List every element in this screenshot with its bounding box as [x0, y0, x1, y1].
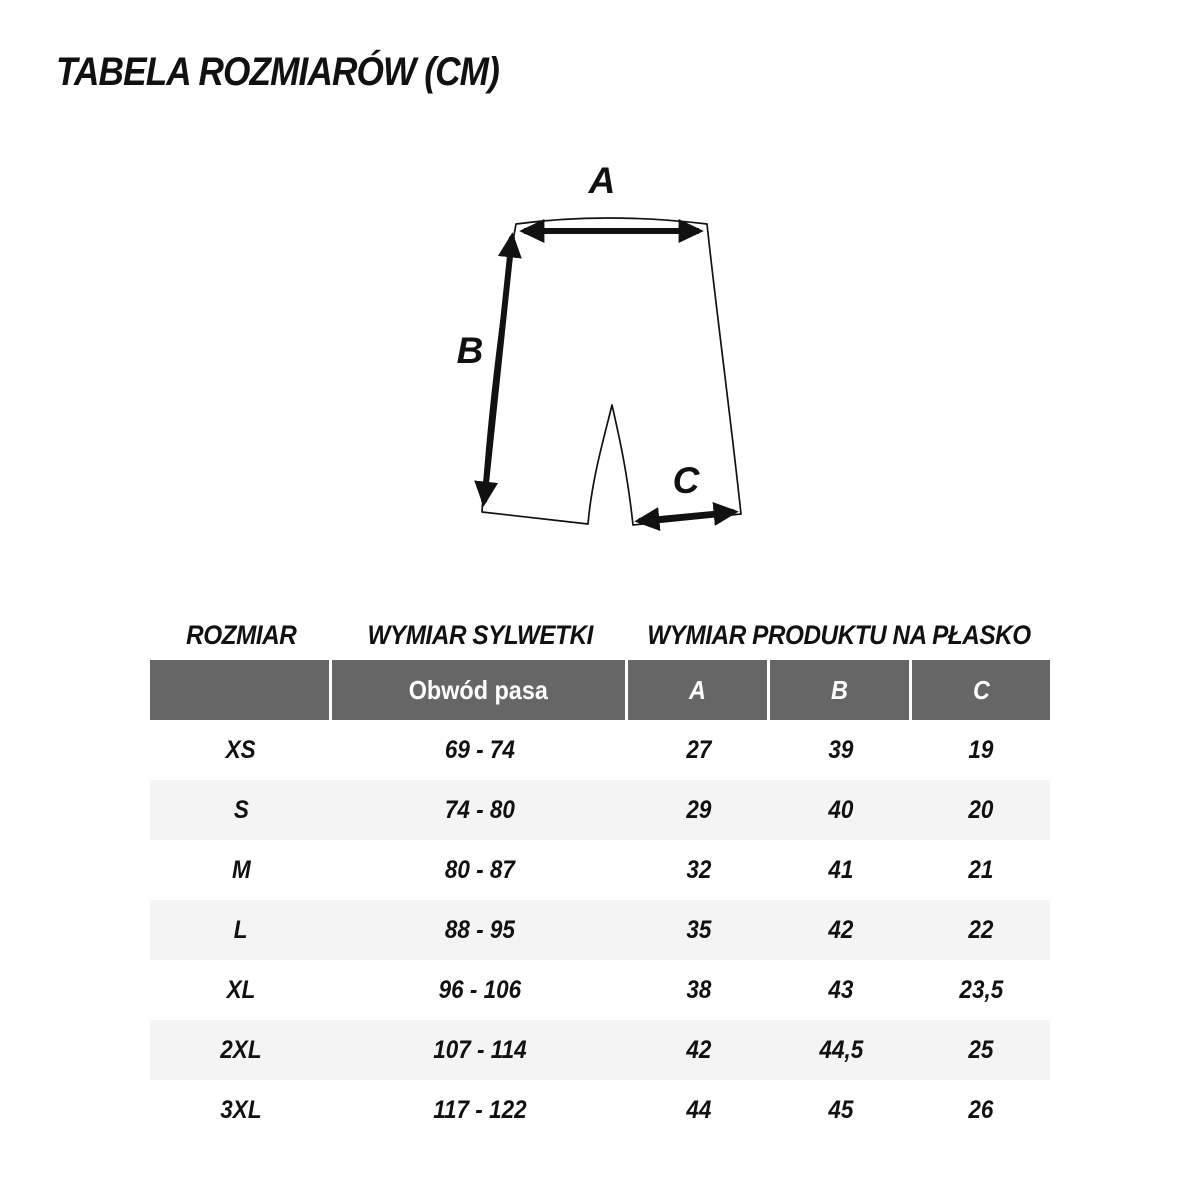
b-value: 44,5	[819, 1035, 863, 1064]
cell-b	[770, 720, 912, 780]
table-row	[150, 840, 1050, 900]
cell-a	[628, 720, 770, 780]
cell-a	[628, 840, 770, 900]
cell-c	[912, 960, 1050, 1020]
cell-a	[628, 1020, 770, 1080]
cell-size	[150, 1080, 332, 1140]
b-value: 39	[828, 735, 854, 764]
waist-value: 96 - 106	[438, 975, 522, 1004]
cell-c	[912, 1020, 1050, 1080]
header-cell-c-label: C	[972, 674, 990, 705]
cell-waist	[332, 780, 628, 840]
header-cell-waist	[332, 660, 628, 720]
b-value: 40	[828, 795, 854, 824]
waist-value: 117 - 122	[433, 1095, 527, 1124]
a-value: 44	[686, 1095, 712, 1124]
a-value: 32	[686, 855, 712, 884]
size-value: S	[233, 795, 249, 824]
shorts-diagram	[440, 140, 780, 570]
size-value: L	[234, 915, 248, 944]
group-header-product-label: WYMIAR PRODUKTU NA PŁASKO	[647, 620, 1031, 650]
b-value: 41	[828, 855, 854, 884]
table-row	[150, 900, 1050, 960]
cell-a	[628, 1080, 770, 1140]
cell-waist	[332, 720, 628, 780]
cell-a	[628, 960, 770, 1020]
shorts-outline	[482, 218, 741, 525]
size-value: M	[231, 855, 251, 884]
page-title	[56, 50, 559, 95]
cell-b	[770, 840, 912, 900]
cell-b	[770, 1080, 912, 1140]
a-value: 38	[686, 975, 712, 1004]
header-cell-b	[770, 660, 912, 720]
cell-size	[150, 780, 332, 840]
cell-waist	[332, 1020, 628, 1080]
diagram-label-c: C	[672, 460, 700, 501]
cell-b	[770, 900, 912, 960]
cell-waist	[332, 960, 628, 1020]
table-header-row	[150, 660, 1050, 720]
cell-c	[912, 900, 1050, 960]
c-value: 20	[968, 795, 994, 824]
size-value: XS	[225, 735, 257, 764]
cell-size	[150, 720, 332, 780]
cell-size	[150, 960, 332, 1020]
table-row	[150, 960, 1050, 1020]
group-header-body-label: WYMIAR SYLWETKI	[367, 620, 593, 650]
diagram-label-b: B	[456, 330, 484, 371]
size-value: XL	[226, 975, 256, 1004]
c-value: 22	[968, 915, 994, 944]
header-cell-a-label: A	[689, 674, 706, 705]
cell-size	[150, 900, 332, 960]
c-value: 19	[968, 735, 994, 764]
group-header-body	[332, 608, 628, 660]
c-value: 23,5	[959, 975, 1003, 1004]
diagram-label-a: A	[588, 160, 616, 201]
waist-value: 69 - 74	[444, 735, 516, 764]
group-header-size	[150, 608, 332, 660]
cell-c	[912, 780, 1050, 840]
cell-b	[770, 780, 912, 840]
group-header-product	[628, 608, 1050, 660]
cell-c	[912, 720, 1050, 780]
cell-b	[770, 1020, 912, 1080]
a-value: 42	[686, 1035, 712, 1064]
cell-waist	[332, 840, 628, 900]
cell-size	[150, 840, 332, 900]
a-value: 27	[686, 735, 712, 764]
group-header-size-label: ROZMIAR	[185, 620, 297, 650]
size-value: 2XL	[220, 1035, 262, 1064]
cell-waist	[332, 900, 628, 960]
table-row	[150, 720, 1050, 780]
cell-waist	[332, 1080, 628, 1140]
c-value: 25	[968, 1035, 994, 1064]
cell-c	[912, 840, 1050, 900]
page-title-text: TABELA ROZMIARÓW (CM)	[56, 50, 499, 94]
waist-value: 74 - 80	[444, 795, 516, 824]
c-value: 26	[968, 1095, 994, 1124]
c-value: 21	[968, 855, 994, 884]
header-cell-b-label: B	[831, 674, 848, 705]
cell-size	[150, 1020, 332, 1080]
header-cell-a	[628, 660, 770, 720]
b-value: 43	[828, 975, 854, 1004]
cell-a	[628, 780, 770, 840]
header-cell-waist-label: Obwód pasa	[408, 674, 549, 705]
table-row	[150, 1020, 1050, 1080]
header-cell-size-empty	[150, 660, 332, 720]
a-value: 35	[686, 915, 712, 944]
b-value: 42	[828, 915, 854, 944]
a-value: 29	[686, 795, 712, 824]
waist-value: 88 - 95	[444, 915, 516, 944]
b-value: 45	[828, 1095, 854, 1124]
cell-a	[628, 900, 770, 960]
table-row	[150, 780, 1050, 840]
waist-value: 80 - 87	[444, 855, 516, 884]
cell-b	[770, 960, 912, 1020]
size-value: 3XL	[220, 1095, 262, 1124]
header-cell-c	[912, 660, 1050, 720]
table-row	[150, 1080, 1050, 1140]
size-table	[150, 608, 1050, 1140]
cell-c	[912, 1080, 1050, 1140]
waist-value: 107 - 114	[433, 1035, 527, 1064]
table-group-header-row	[150, 608, 1050, 660]
